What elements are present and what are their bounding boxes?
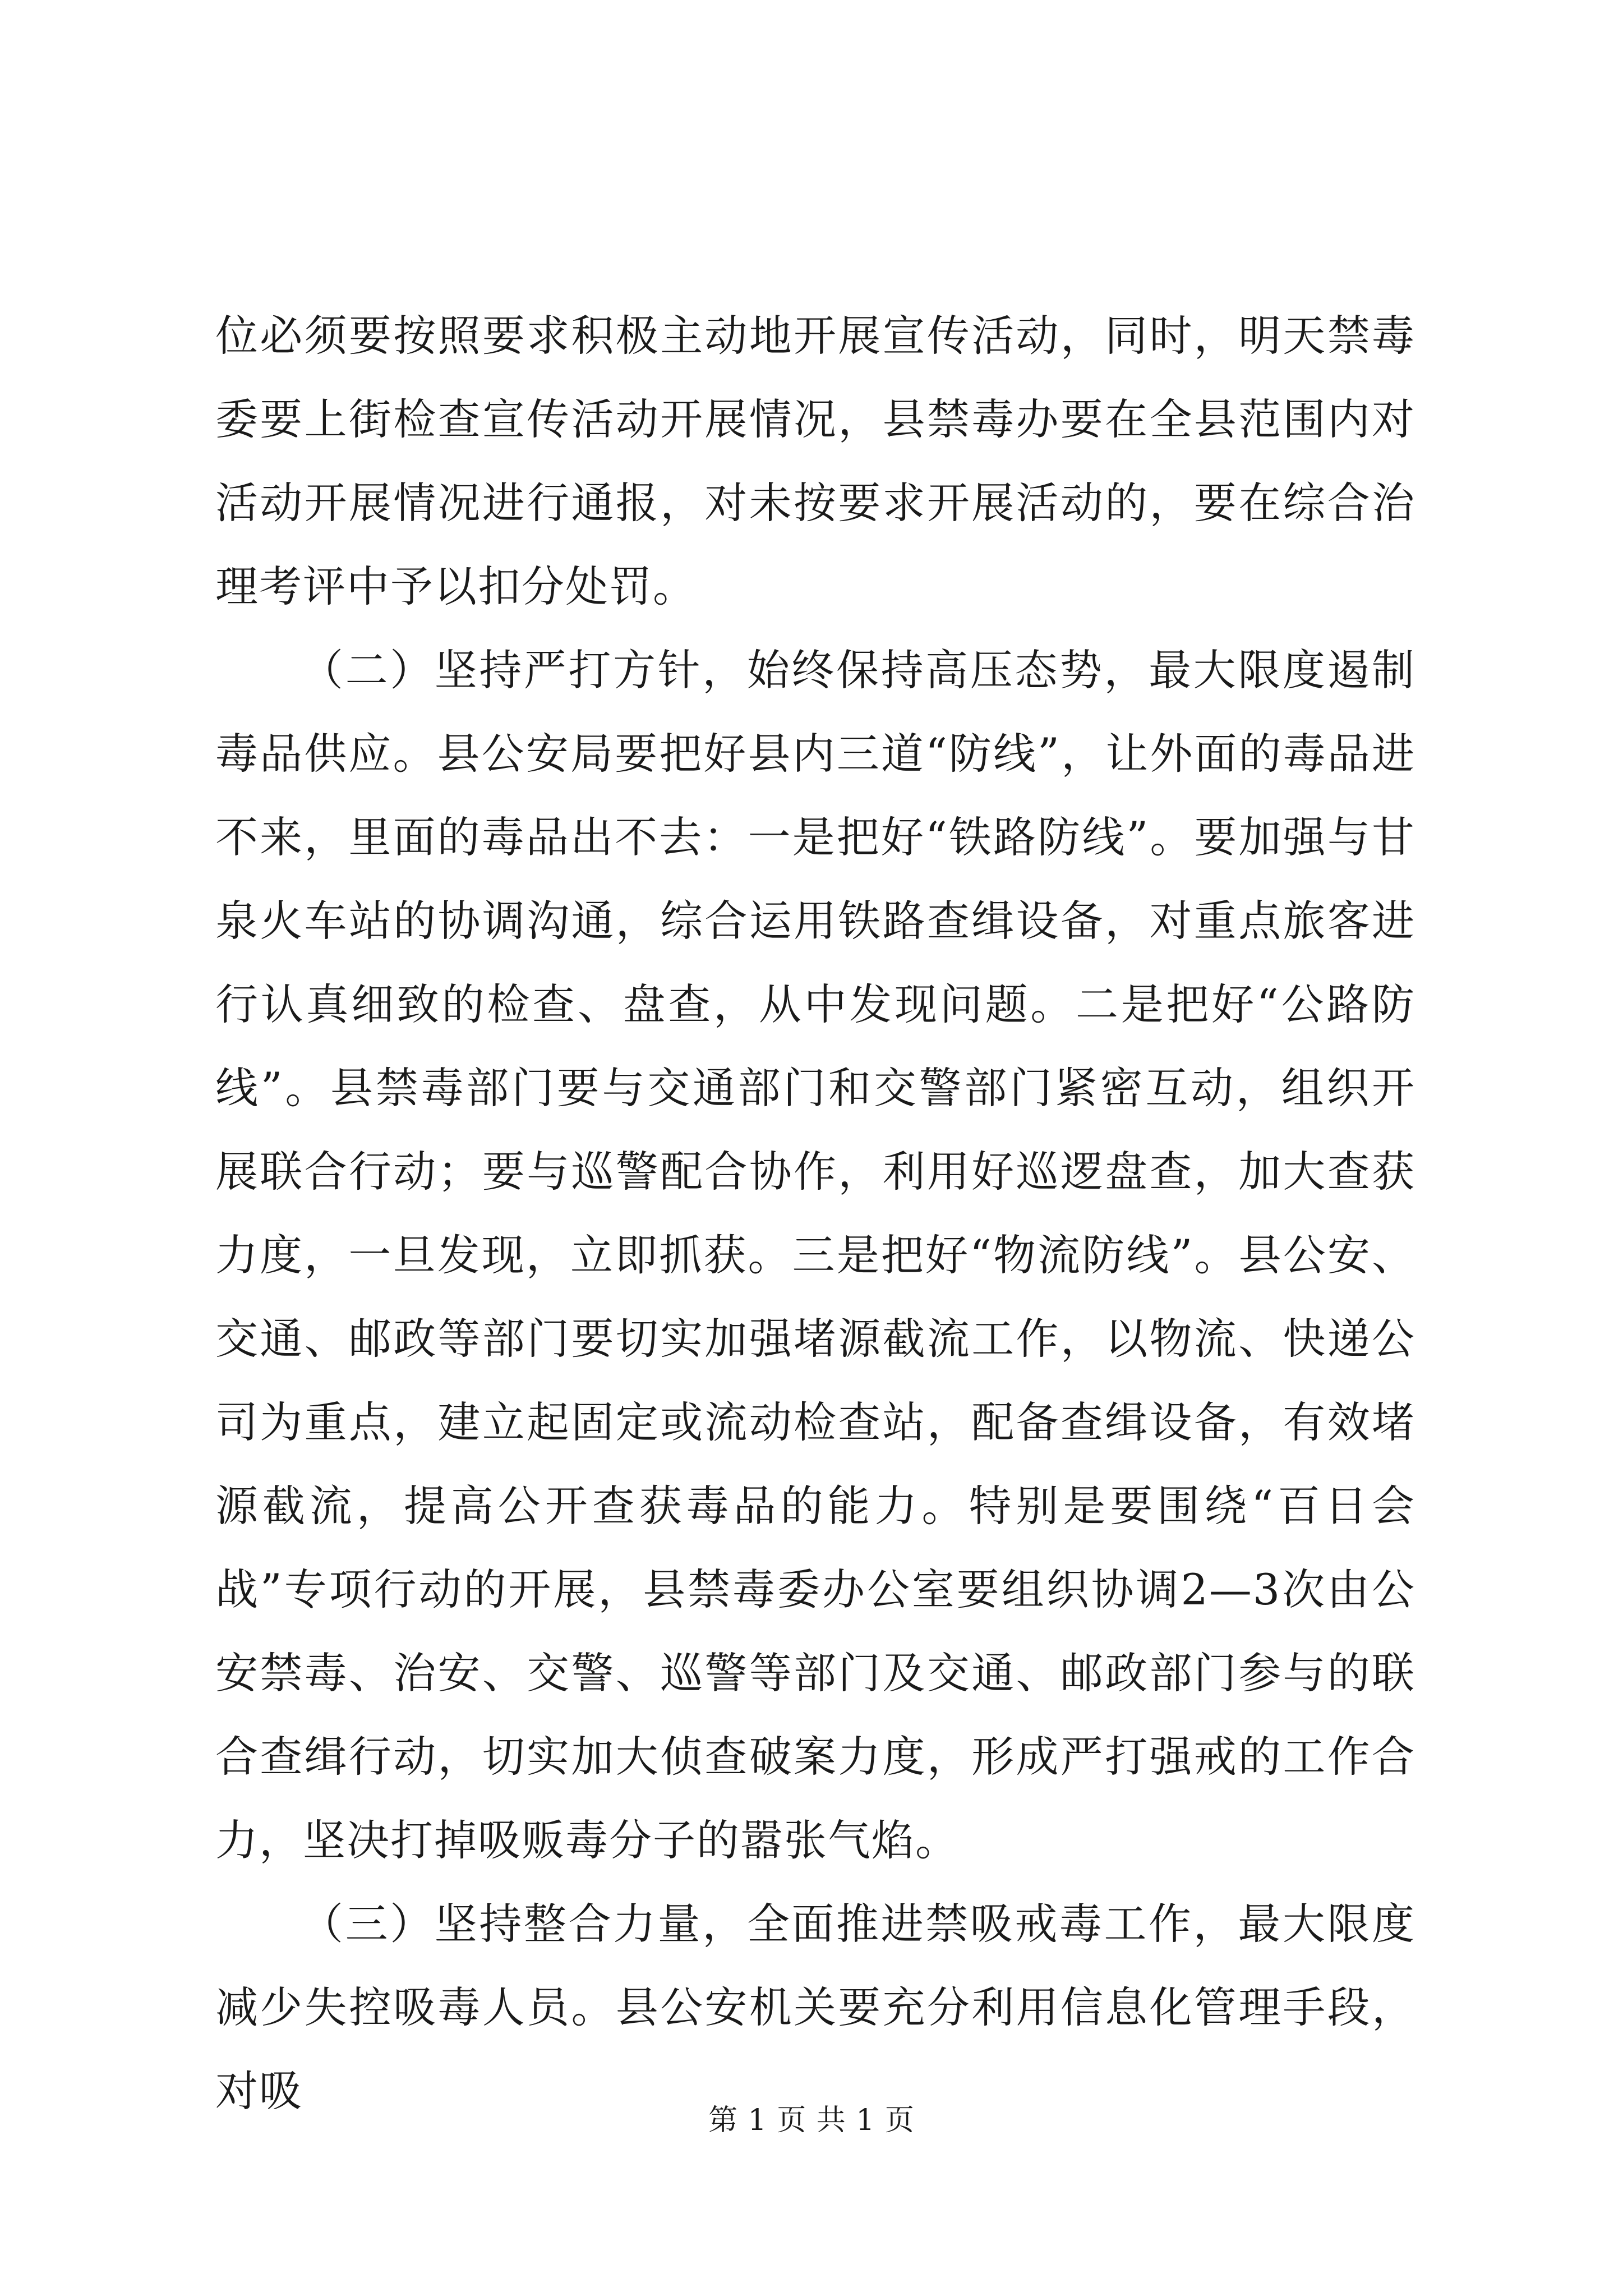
- paragraph-3: （三）坚持整合力量，全面推进禁吸戒毒工作，最大限度减少失控吸毒人员。县公安机关要充分利用信息化管理手段，对吸: [215, 1899, 1415, 2116]
- body-text: [215, 294, 1415, 2133]
- page-footer: 第 1 页 共 1 页: [708, 2104, 915, 2137]
- paragraph-1: 位必须要按照要求积极主动地开展宣传活动，同时，明天禁毒委要上街检查宣传活动开展情况，县禁毒办要在全县范围内对活动开展情况进行通报，对未按要求开展活动的，要在综合治理考评中予以扣分处罚。: [215, 311, 1415, 611]
- paragraph-2: （二）坚持严打方针，始终保持高压态势，最大限度遏制毒品供应。县公安局要把好县内三道“防线”，让外面的毒品进不来，里面的毒品出不去：一是把好“铁路防线”。要加强与甘泉火车站的协调沟通，综合运用铁路查缉设备，对重点旅客进行认真细致的检查、盘查，从中发现问题。二是把好“公路防线”。县禁毒部门要与交通部门和交警部门紧密互动，组织开展联合行动；要与巡警配合协作，利用好巡逻盘查，加大查获力度，一旦发现，立即抓获。三是把好“物流防线”。县公安、交通、邮政等部门要切实加强堵源截流工作，以物流、快递公司为重点，建立起固定或流动检查站，配备查缉设备，有效堵源截流，提高公开查获毒品的能力。特别是要围绕“百日会战”专项行动的开展，县禁毒委办公室要组织协调2—3次由公安禁毒、治安、交警、巡警等部门及交通、邮政部门参与的联合查缉行动，切实加大侦查破案力度，形成严打强戒的工作合力，坚决打掉吸贩毒分子的嚣张气焰。: [215, 645, 1415, 1865]
